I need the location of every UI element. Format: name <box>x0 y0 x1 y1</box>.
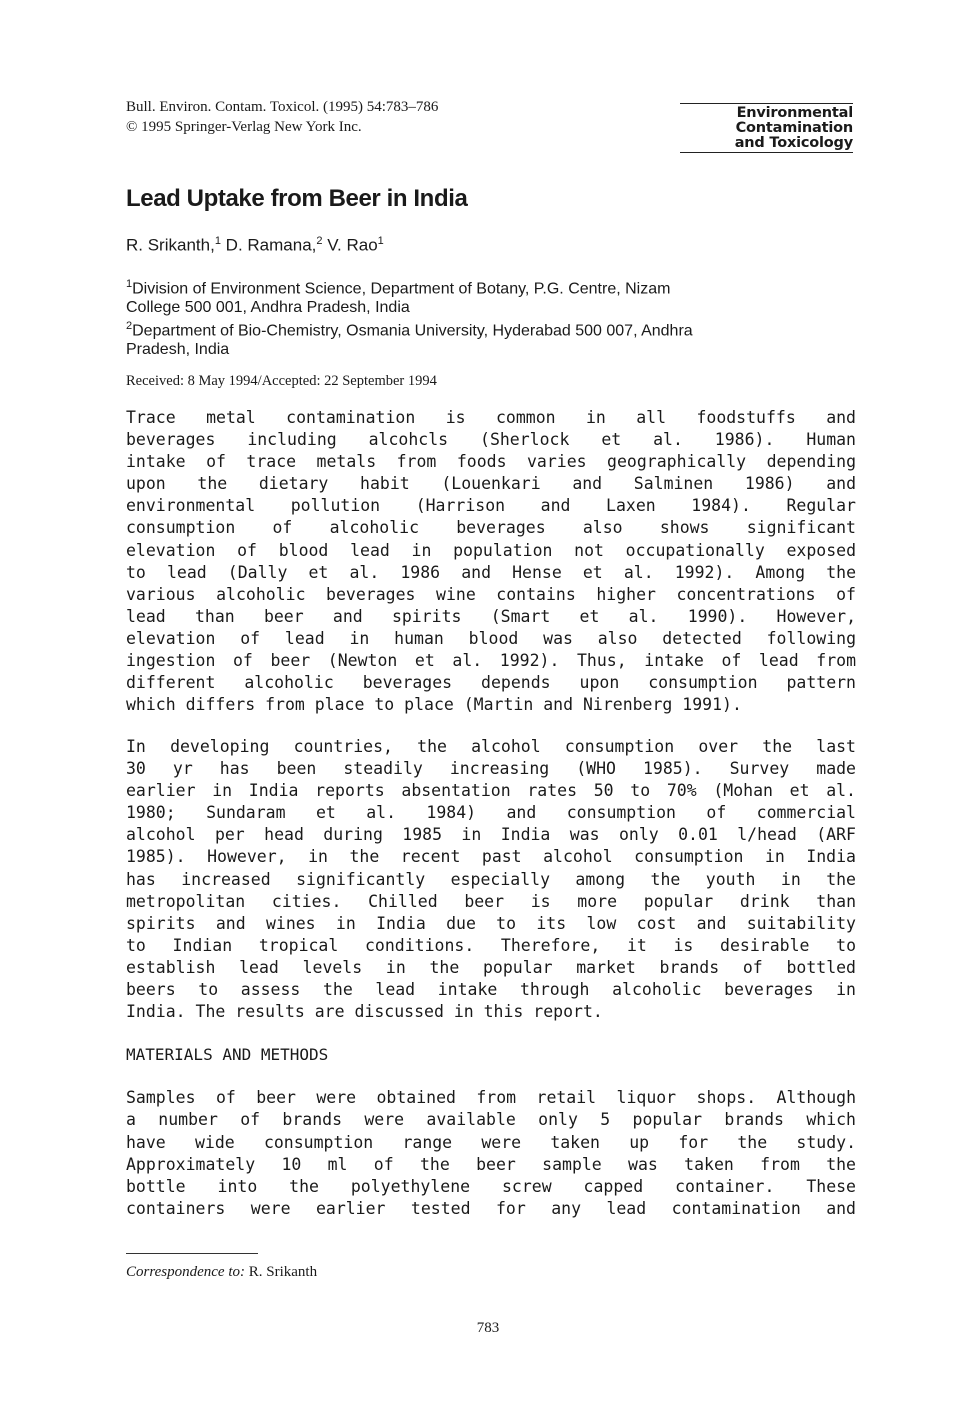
article-title: Lead Uptake from Beer in India <box>126 185 468 212</box>
text-line: earlier in India reports absentation rates 50 to 70% (Mohan et al. <box>126 781 856 801</box>
text-line: upon the dietary habit (Louenkari and Salminen 1986) and <box>126 474 856 494</box>
author-affil-mark: 1 <box>214 235 221 247</box>
affiliation-mark: 1 <box>126 278 133 290</box>
correspondence-label: Correspondence to: <box>126 1264 246 1280</box>
text-line: Samples of beer were obtained from retail liquor shops. Although <box>126 1088 856 1107</box>
text-line: spirits and wines in India due to its low cost and suitability <box>126 913 856 933</box>
author-name: D. Ramana, <box>225 235 317 255</box>
author-list <box>126 230 384 257</box>
text-line: has increased significantly especially among the youth in the <box>126 869 856 889</box>
text-line: metropolitan cities. Chilled beer is more popular drink than <box>126 891 856 911</box>
paragraph-background <box>126 736 856 1023</box>
section-heading: MATERIALS AND METHODS <box>126 1045 329 1064</box>
affiliation-line: $^1$Division of Environment Science, Department of Botany, P.G. Centre, Nizam <box>126 278 671 298</box>
journal-logo-line: and Toxicology <box>734 135 853 151</box>
text-line: Approximately 10 ml of the beer sample was taken from the <box>126 1154 856 1174</box>
author-name: V. Rao <box>327 235 378 255</box>
text-line: environmental pollution (Harrison and Laxen 1984). Regular <box>126 496 856 516</box>
text-line: Trace metal contamination is common in all foodstuffs and <box>126 408 856 427</box>
text-line: establish lead levels in the popular market brands of bottled <box>126 957 856 977</box>
journal-logo-line: Environmental <box>736 105 853 121</box>
text-line: a number of brands were available only 5 popular brands which <box>126 1110 856 1130</box>
text-line: intake of trace metals from foods varies geographically depending <box>126 452 856 472</box>
text-line: 30 yr has been steadily increasing (WHO 1985). Survey made <box>126 759 856 779</box>
text-line: 1985). However, in the recent past alcohol consumption in India <box>126 847 856 867</box>
text-line: to Indian tropical conditions. Therefore, it is desirable to <box>126 935 856 955</box>
page-number: 783 <box>476 1320 500 1336</box>
correspondence-name: R. Srikanth <box>245 1264 318 1280</box>
text-line: beers to assess the lead intake through alcoholic beverages in <box>126 980 856 1000</box>
author-name: R. Srikanth, <box>126 235 215 255</box>
text-line: different alcoholic beverages depends upon consumption pattern <box>126 673 856 693</box>
author-affil-mark: 1 <box>377 235 384 247</box>
journal-logo-line: Contamination <box>735 120 853 136</box>
text-line: In developing countries, the alcohol consumption over the last <box>126 737 856 756</box>
text-line: various alcoholic beverages wine contains higher concentrations of <box>126 584 856 604</box>
text-line: have wide consumption range were taken up for the study. <box>126 1132 856 1152</box>
affiliation-line: College 500 001, Andhra Pradesh, India <box>126 298 410 316</box>
text-line: to lead (Dally et al. 1986 and Hense et al. 1992). Among the <box>126 562 856 582</box>
citation-line: Bull. Environ. Contam. Toxicol. (1995) 54:783–786 <box>126 99 439 115</box>
text-line: which differs from place to place (Martin and Nirenberg 1991). <box>126 695 742 715</box>
affiliation-line: $^2$Department of Bio-Chemistry, Osmania University, Hyderabad 500 007, Andhra <box>126 320 693 340</box>
text-line: India. The results are discussed in this report. <box>126 1002 603 1022</box>
text-line: containers were earlier tested for any lead contamination and <box>126 1199 856 1219</box>
journal-logo <box>680 103 853 153</box>
correspondence-footnote <box>126 1262 317 1282</box>
author-affil-mark: 2 <box>316 235 323 247</box>
text-line: beverages including alcohcls (Sherlock et al. 1986). Human <box>126 430 856 450</box>
footnote-rule <box>126 1253 258 1254</box>
text-line: alcohol per head during 1985 in India was only 0.01 l/head (ARF <box>126 825 856 845</box>
text-line: ingestion of beer (Newton et al. 1992). Thus, intake of lead from <box>126 651 856 671</box>
affiliation-mark: 2 <box>126 320 133 333</box>
received-dates: Received: 8 May 1994/Accepted: 22 September 1994 <box>126 373 437 389</box>
copyright-line: © 1995 Springer-Verlag New York Inc. <box>126 119 362 135</box>
citation-block <box>126 97 438 137</box>
text-line: lead than beer and spirits (Smart et al. 1990). However, <box>126 606 856 626</box>
affiliation-line: Pradesh, India <box>126 341 230 359</box>
text-line: elevation of blood lead in population not occupationally exposed <box>126 540 856 560</box>
text-line: bottle into the polyethylene screw capped container. These <box>126 1177 856 1197</box>
text-line: 1980; Sundaram et al. 1984) and consumption of commercial <box>126 803 856 823</box>
affiliations <box>126 275 846 360</box>
text-line: consumption of alcoholic beverages also shows significant <box>126 518 856 538</box>
text-line: elevation of lead in human blood was also detected following <box>126 628 856 648</box>
paragraph-introduction <box>126 407 856 716</box>
paragraph-methods <box>126 1087 856 1221</box>
